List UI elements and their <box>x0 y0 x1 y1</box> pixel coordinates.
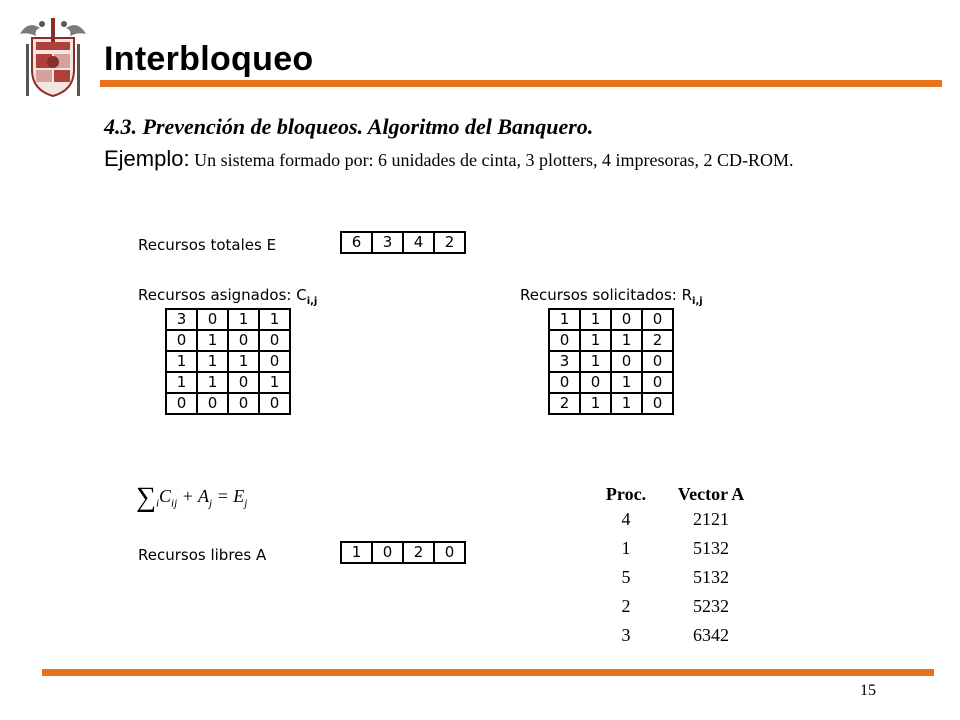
matrix-cell: 0 <box>642 372 673 393</box>
table-row: 3 6342 <box>621 625 729 645</box>
allocated-label: Recursos asignados: $C_{i,j}$ <box>138 286 318 307</box>
matrix-cell: 3 <box>549 351 580 372</box>
total-resources-label: Recursos totales E <box>138 236 277 254</box>
matrix-cell: 1 <box>580 351 611 372</box>
free-resources-vector <box>340 541 466 564</box>
matrix-cell: 0 <box>642 351 673 372</box>
vector-cell: 3 <box>372 232 403 253</box>
matrix-cell: 1 <box>611 330 642 351</box>
matrix-cell: 2 <box>549 393 580 414</box>
matrix-cell: 0 <box>197 393 228 414</box>
matrix-cell: 1 <box>580 330 611 351</box>
matrix-cell: 1 <box>549 309 580 330</box>
matrix-cell: 2 <box>642 330 673 351</box>
matrix-cell: 0 <box>611 309 642 330</box>
matrix-cell: 1 <box>580 393 611 414</box>
matrix-cell: 0 <box>611 351 642 372</box>
matrix-cell: 1 <box>197 372 228 393</box>
vector-cell: 0 <box>372 542 403 563</box>
matrix-cell: 1 <box>611 372 642 393</box>
vector-cell: 0 <box>434 542 465 563</box>
slide-title: Interbloqueo <box>104 40 314 78</box>
resource-equation: $\sum_iC_{ij} + A_j = E_j$ <box>136 482 248 513</box>
column-header: Proc. <box>605 484 647 504</box>
section-subtitle: 4.3. Prevención de bloqueos. Algoritmo del Banquero. <box>104 114 594 139</box>
allocated-matrix <box>165 308 291 415</box>
matrix-cell: 0 <box>549 330 580 351</box>
matrix-cell: 1 <box>580 309 611 330</box>
table-header <box>596 484 766 509</box>
vector-cell: 4 <box>403 232 434 253</box>
matrix-cell: 1 <box>228 351 259 372</box>
matrix-cell: 0 <box>228 393 259 414</box>
total-resources-vector <box>340 231 466 254</box>
matrix-cell: 0 <box>228 330 259 351</box>
requested-matrix <box>548 308 674 415</box>
matrix-cell: 0 <box>259 351 290 372</box>
table-row: 2 5232 <box>621 596 729 616</box>
matrix-cell: 1 <box>197 330 228 351</box>
matrix-cell: 0 <box>197 309 228 330</box>
vector-cell: 6 <box>341 232 372 253</box>
matrix-cell: 1 <box>611 393 642 414</box>
matrix-cell: 0 <box>166 330 197 351</box>
matrix-cell: 1 <box>228 309 259 330</box>
matrix-cell: 0 <box>259 393 290 414</box>
example-lead: Ejemplo: <box>104 146 190 171</box>
matrix-cell: 1 <box>166 372 197 393</box>
column-header: Vector A <box>677 484 745 504</box>
requested-label: Recursos solicitados: $R_{i,j}$ <box>520 286 703 307</box>
matrix-cell: 0 <box>549 372 580 393</box>
title-divider <box>100 80 942 87</box>
matrix-cell: 0 <box>228 372 259 393</box>
university-crest-icon <box>14 14 92 100</box>
matrix-cell: 0 <box>580 372 611 393</box>
matrix-cell: 1 <box>259 309 290 330</box>
matrix-cell: 0 <box>259 330 290 351</box>
matrix-cell: 1 <box>166 351 197 372</box>
matrix-cell: 1 <box>259 372 290 393</box>
matrix-cell: 0 <box>642 393 673 414</box>
matrix-cell: 0 <box>642 309 673 330</box>
vector-cell: 1 <box>341 542 372 563</box>
matrix-cell: 0 <box>166 393 197 414</box>
page-number: 15 <box>860 682 876 699</box>
free-resources-label: Recursos libres A <box>138 546 267 564</box>
example-text: Un sistema formado por: 6 unidades de cinta, 3 plotters, 4 impresoras, 2 CD-ROM. <box>189 150 794 170</box>
footer-divider <box>42 669 934 676</box>
vector-cell: 2 <box>434 232 465 253</box>
table-row: 4 2121 <box>621 509 729 529</box>
table-row: 5 5132 <box>621 567 729 587</box>
process-vector-table <box>596 484 766 654</box>
vector-cell: 2 <box>403 542 434 563</box>
matrix-cell: 3 <box>166 309 197 330</box>
matrix-cell: 1 <box>197 351 228 372</box>
example-paragraph <box>104 144 794 175</box>
table-row: 1 5132 <box>621 538 729 558</box>
